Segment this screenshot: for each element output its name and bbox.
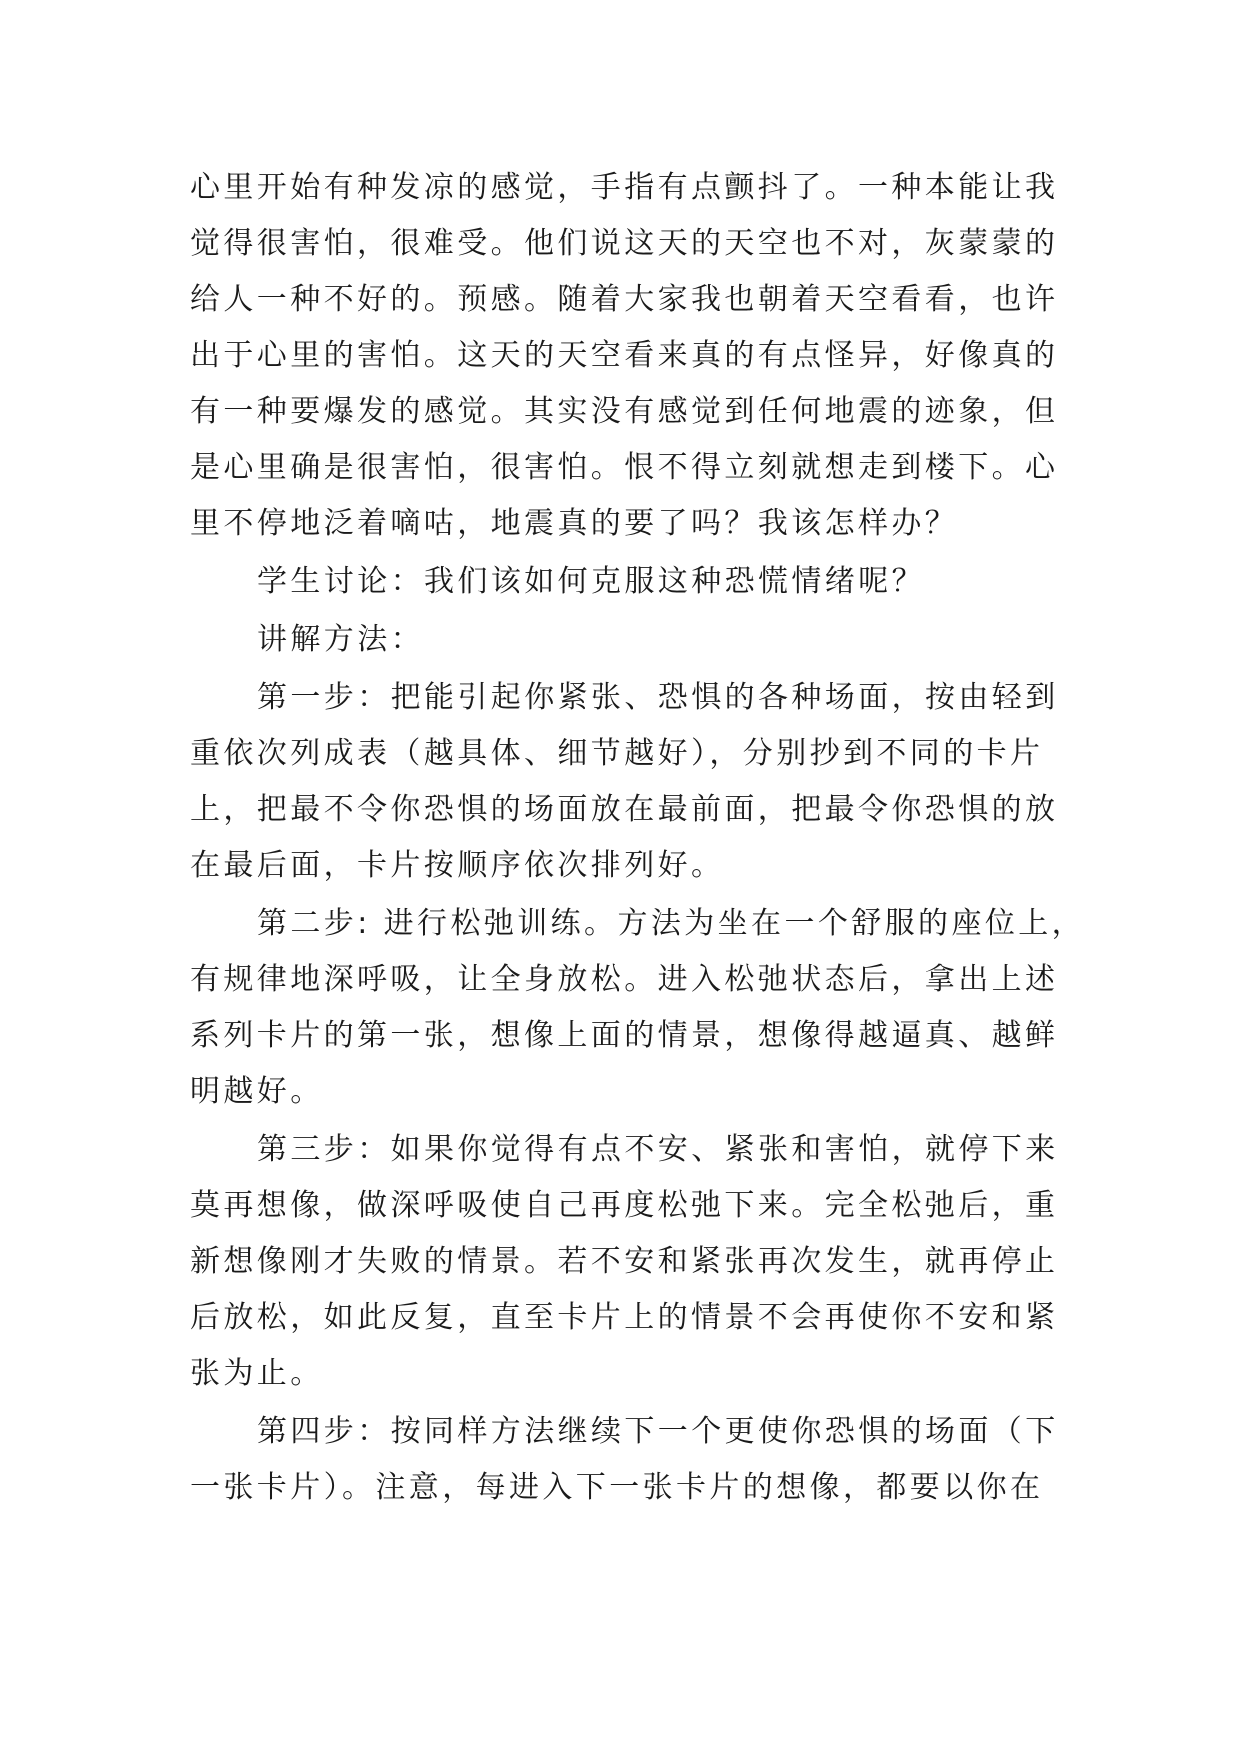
text-line: 第四步：按同样方法继续下一个更使你恐惧的场面（下 <box>257 1414 1059 1449</box>
text-line: 里不停地泛着嘀咕，地震真的要了吗？我该怎样办？ <box>190 506 959 541</box>
text-line: 觉得很害怕，很难受。他们说这天的天空也不对，灰蒙蒙的 <box>190 226 1059 261</box>
text-line: 是心里确是很害怕，很害怕。恨不得立刻就想走到楼下。心 <box>190 450 1059 485</box>
text-line: 后放松，如此反复，直至卡片上的情景不会再使你不安和紧 <box>190 1300 1059 1335</box>
text-line: 重依次列成表（越具体、细节越好），分别抄到不同的卡片 <box>190 736 1044 771</box>
text-line: 张为止。 <box>190 1356 324 1391</box>
text-line: 心里开始有种发凉的感觉，手指有点颤抖了。一种本能让我 <box>190 170 1059 205</box>
text-line: 第三步：如果你觉得有点不安、紧张和害怕，就停下来 <box>257 1132 1059 1167</box>
text-line: 明越好。 <box>190 1074 324 1109</box>
text-line: 讲解方法： <box>257 622 424 657</box>
text-line: 第二步: 进行松弛训练。方法为坐在一个舒服的座位上， <box>257 906 1086 941</box>
text-line: 莫再想像，做深呼吸使自己再度松弛下来。完全松弛后，重 <box>190 1188 1059 1223</box>
text-line: 给人一种不好的。预感。随着大家我也朝着天空看看，也许 <box>190 282 1059 317</box>
text-line: 有一种要爆发的感觉。其实没有感觉到任何地震的迹象，但 <box>190 394 1059 429</box>
text-line: 系列卡片的第一张，想像上面的情景，想像得越逼真、越鲜 <box>190 1018 1059 1053</box>
text-line: 新想像刚才失败的情景。若不安和紧张再次发生，就再停止 <box>190 1244 1059 1279</box>
text-line: 出于心里的害怕。这天的天空看来真的有点怪异，好像真的 <box>190 338 1059 373</box>
text-line: 有规律地深呼吸，让全身放松。进入松弛状态后，拿出上述 <box>190 962 1059 997</box>
document-body <box>190 160 1086 1516</box>
text-line: 在最后面，卡片按顺序依次排列好。 <box>190 848 725 883</box>
text-line: 第一步：把能引起你紧张、恐惧的各种场面，按由轻到 <box>257 680 1059 715</box>
text-line: 一张卡片）。注意，每进入下一张卡片的想像，都要以你在 <box>190 1470 1044 1505</box>
text-line: 学生讨论：我们该如何克服这种恐慌情绪呢？ <box>257 564 925 599</box>
text-line: 上，把最不令你恐惧的场面放在最前面，把最令你恐惧的放 <box>190 792 1059 827</box>
